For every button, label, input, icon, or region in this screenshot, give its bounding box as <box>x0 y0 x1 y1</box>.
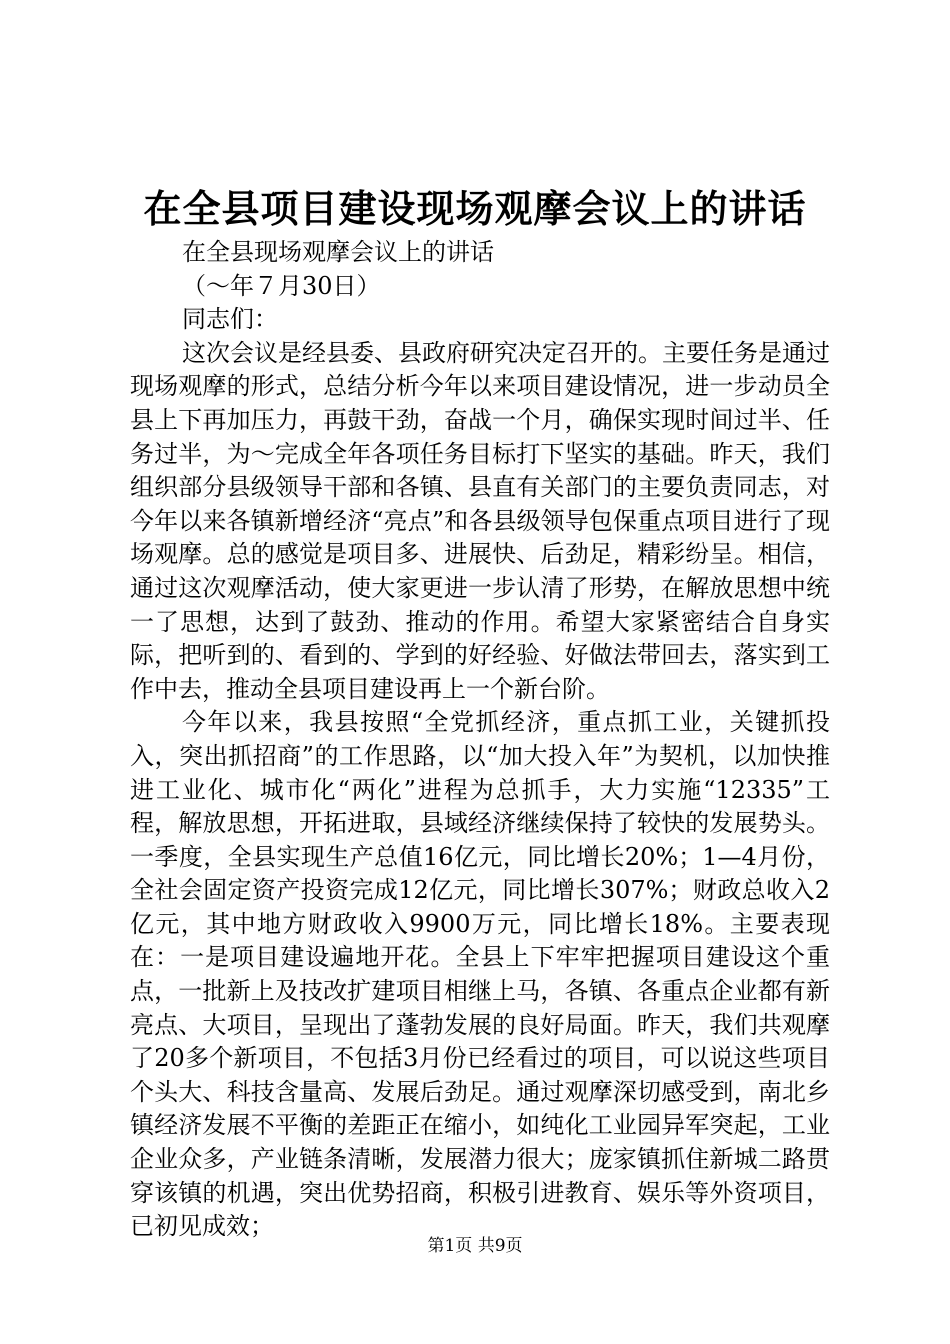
paragraph: 这次会议是经县委、县政府研究决定召开的。主要任务是通过现场观摩的形式，总结分析今年以来项目建设情况，进一步动员全县上下再加压力，再鼓干劲，奋战一个月，确保实现时间过半、任务过半，为～完成全年各项任务目标打下坚实的基础。昨天，我们组织部分县级领导干部和各镇、县直有关部门的主要负责同志，对今年以来各镇新增经济“亮点”和各县级领导包保重点项目进行了现场观摩。总的感觉是项目多、进展快、后劲足，精彩纷呈。相信，通过这次观摩活动，使大家更进一步认清了形势，在解放思想中统一了思想，达到了鼓劲、推动的作用。希望大家紧密结合自身实际，把听到的、看到的、学到的好经验、好做法带回去，落实到工作中去，推动全县项目建设再上一个新台阶。 <box>130 338 830 703</box>
paragraph: 今年以来，我县按照“全党抓经济，重点抓工业，关键抓投入，突出抓招商”的工作思路，以“加大投入年”为契机，以加快推进工业化、城市化“两化”进程为总抓手，大力实施“12335”工程，解放思想，开拓进取，县域经济继续保持了较快的发展势头。一季度，全县实现生产总值16亿元，同比增长20%；1—4月份，全社会固定资产投资完成12亿元，同比增长307%；财政总收入2亿元，其中地方财政收入9900万元，同比增长18%。主要表现在：一是项目建设遍地开花。全县上下牢牢把握项目建设这个重点，一批新上及技改扩建项目相继上马，各镇、各重点企业都有新亮点、大项目，呈现出了蓬勃发展的良好局面。昨天，我们共观摩了20多个新项目，不包括3月份已经看过的项目，可以说这些项目个头大、科技含量高、发展后劲足。通过观摩深切感受到，南北乡镇经济发展不平衡的差距正在缩小，如纯化工业园异军突起，工业企业众多，产业链条清晰，发展潜力很大；庞家镇抓住新城二路贯穿该镇的机遇，突出优势招商，积极引进教育、娱乐等外资项目，已初见成效； <box>130 708 830 1241</box>
date-line: （～年７月30日） <box>182 271 381 300</box>
document-body <box>130 236 830 1244</box>
page-footer: 第1页 共9页 <box>427 1236 523 1256</box>
document-title: 在全县项目建设现场观摩会议上的讲话 <box>143 186 807 231</box>
document-subtitle: 在全县现场观摩会议上的讲话 <box>182 238 494 266</box>
salutation: 同志们： <box>182 305 278 334</box>
